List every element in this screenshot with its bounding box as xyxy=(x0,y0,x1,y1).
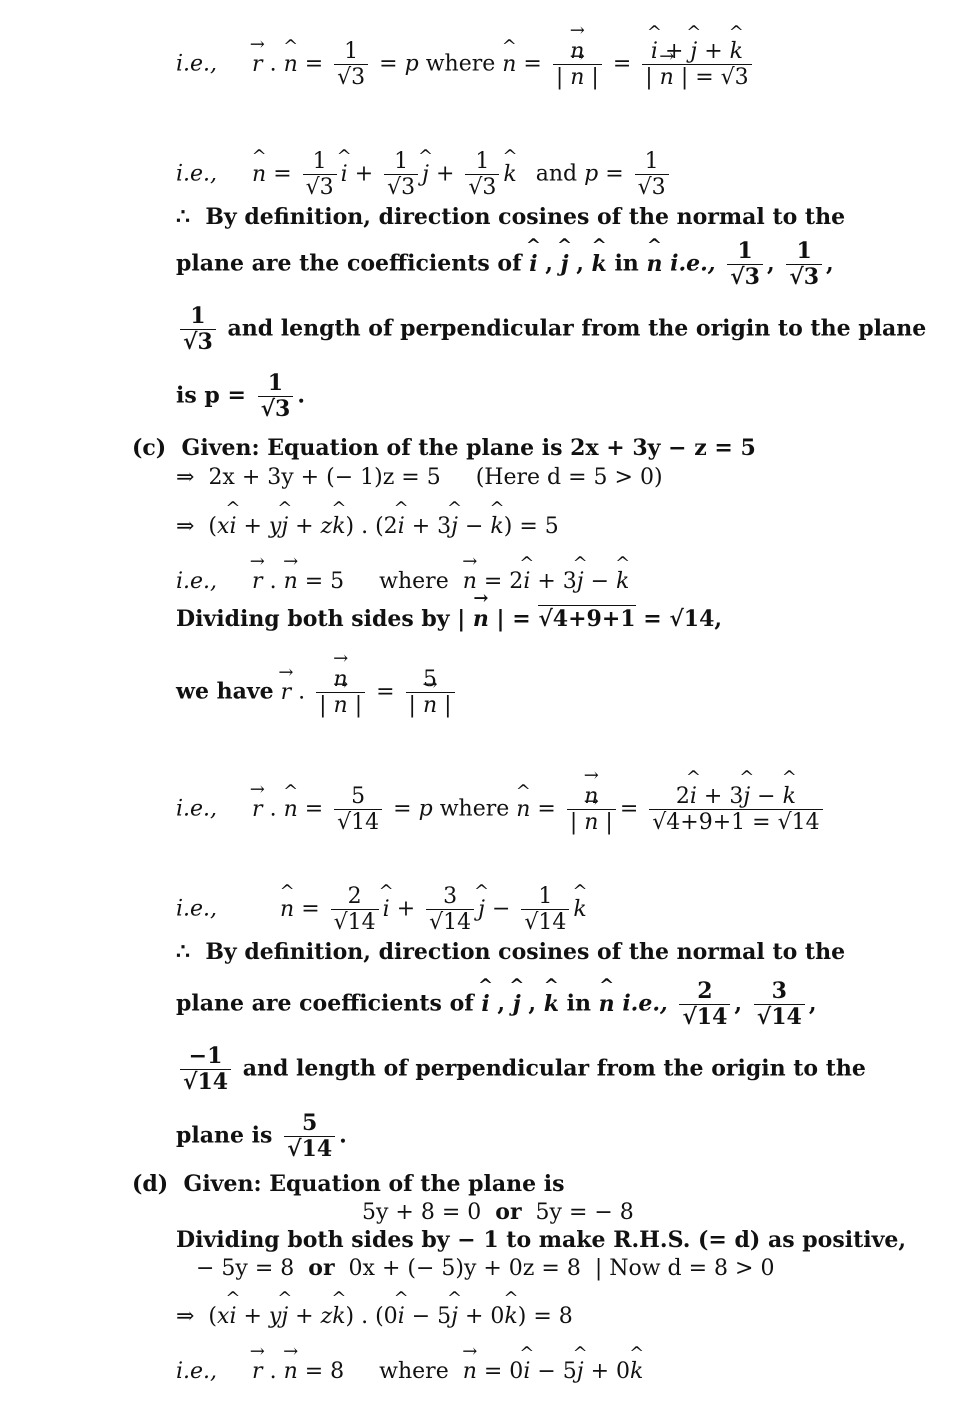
c-definition-line: ∴ By definition, direction cosines of the normal to the xyxy=(176,939,846,965)
c-ie-line: i.e., → r . → n = 5 where → n = 2^ i + 3^ j − ^ k xyxy=(176,570,629,594)
c-length-line: $\frac{-1}{√14}$ and length of perpendicular from the origin to the xyxy=(176,1045,866,1094)
d-negated: − 5y = 8 or 0x + (− 5)y + 0z = 8 | Now d = 8 > 0 xyxy=(196,1255,775,1281)
d-ie-line: i.e., → r . → n = 8 where → n = 0^ i − 5^ j + 0^ k xyxy=(176,1360,643,1384)
d-equation: 5y + 8 = 0 or 5y = − 8 xyxy=(362,1199,634,1225)
c-vector-form: ⇒ (x^ i + y^ j + z^ k) . (2^ i + 3^ j − ^ k) = 5 xyxy=(176,515,559,539)
c-unit-normal: i.e., → r . ^ n = $\frac{5}{√14}$ = p where ^ n = → $\frac{n}{| \to n |}$ = $\frac{2\^{} i + 3\^{} j - \^{} k}{√4+9+1 = √14}$ xyxy=(176,785,827,834)
c-coefficients-line: plane are coefficients of ^ i , ^ j , ^ k in ^ n i.e., $\frac{2}{√14}$ , $\frac{3}{√14}$ , xyxy=(176,980,817,1029)
b-definition-line: ∴ By definition, direction cosines of the normal to the xyxy=(176,204,846,230)
b-length-line: $\frac{1}{√3}$ and length of perpendicular from the origin to the plane xyxy=(176,305,926,354)
d-vector-form: ⇒ (x^ i + y^ j + z^ k) . (0^ i − 5^ j + 0^ k) = 8 xyxy=(176,1305,573,1329)
c-plane-is: plane is $\frac{5}{√14}$ . xyxy=(176,1110,347,1163)
c-step1: ⇒ 2x + 3y + (− 1)z = 5 (Here d = 5 > 0) xyxy=(176,465,663,490)
eq-line-2: i.e., ^ n = $\frac{1}{√3}$ ^ i + $\frac{1}{√3}$ ^ j + $\frac{1}{√3}$ ^ k and p = $\frac{1}{√3}$ xyxy=(176,150,673,199)
d-dividing-line: Dividing both sides by − 1 to make R.H.S. (= d) as positive, xyxy=(176,1227,907,1253)
c-given: (c) Given: Equation of the plane is 2x + 3y − z = 5 xyxy=(132,435,756,461)
b-p-value: is p = $\frac{1}{√3}$ . xyxy=(176,370,306,423)
b-coefficients-line: plane are the coefficients of ^ i , ^ j , ^ k in ^ n i.e., $\frac{1}{√3}$ , $\frac{1}{√3}$ , xyxy=(176,240,834,289)
c-n-hat: i.e., ^ n = $\frac{2}{√14}$ ^ i + $\frac{3}{√14}$ ^ j − $\frac{1}{√14}$ ^ k xyxy=(176,885,587,934)
c-dividing-line: Dividing both sides by | → n | = √4+9+1 = √14, xyxy=(176,607,722,631)
eq-line-1: i.e., → r . ^ n = $\frac{1}{√3}$ = p where ^ n = → $\frac{n}{| \to n |}$ = ^ $\frac{i + \^{} j + \^{} k}{| \to n | = √3}$ xyxy=(176,40,756,89)
d-given: (d) Given: Equation of the plane is xyxy=(132,1171,565,1197)
c-we-have: we have → r . → $\frac{n}{| \to n |}$ = $\frac{5}{| \to n |}$ xyxy=(176,668,459,717)
